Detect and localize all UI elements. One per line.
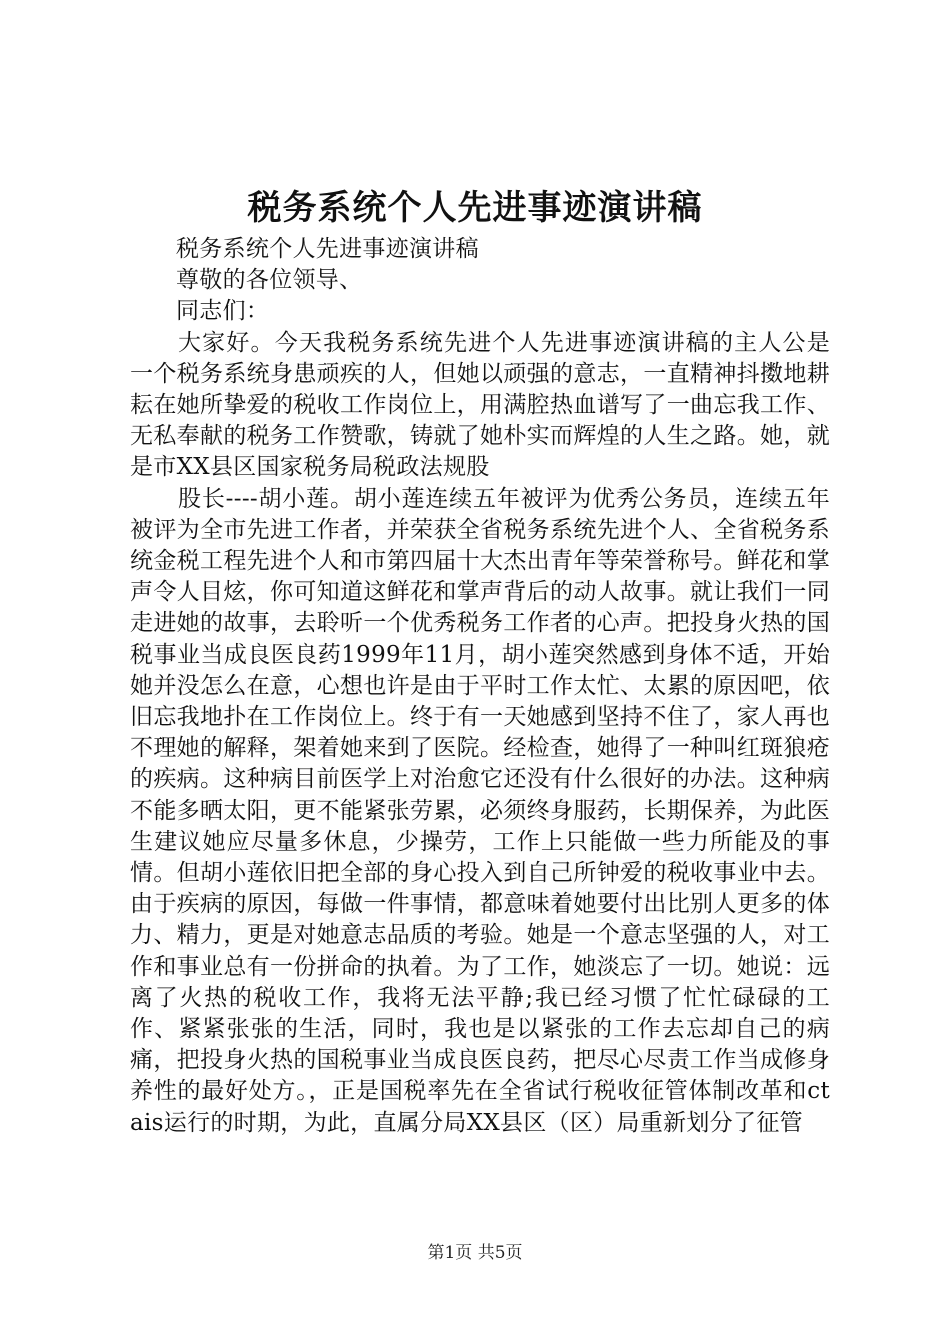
document-body — [130, 234, 830, 1139]
page-number-footer: 第1页 共5页 — [427, 1243, 523, 1263]
body-heading-line: 税务系统个人先进事迹演讲稿 — [176, 236, 479, 262]
body-paragraph: 股长----胡小莲。胡小莲连续五年被评为优秀公务员，连续五年被评为全市先进工作者，并荣获全省税务系统先进个人、全省税务系统金税工程先进个人和市第四届十大杰出青年等荣誉称号。鲜花和掌声令人目炫，你可知道这鲜花和掌声背后的动人故事。就让我们一同走进她的故事，去聆听一个优秀税务工作者的心声。把投身火热的国税事业当成良医良药1999年11月，胡小莲突然感到身体不适，开始她并没怎么在意，心想也许是由于平时工作太忙、太累的原因吧，依旧忘我地扑在工作岗位上。终于有一天她感到坚持不住了，家人再也不理她的解释，架着她来到了医院。经检查，她得了一种叫红斑狼疮的疾病。这种病目前医学上对治愈它还没有什么很好的办法。这种病不能多晒太阳，更不能紧张劳累，必须终身服药，长期保养，为此医生建议她应尽量多休息，少操劳，工作上只能做一些力所能及的事情。但胡小莲依旧把全部的身心投入到自己所钟爱的税收事业中去。由于疾病的原因，每做一件事情，都意味着她要付出比别人更多的体力、精力，更是对她意志品质的考验。她是一个意志坚强的人，对工作和事业总有一份拼命的执着。为了工作，她淡忘了一切。她说：远离了火热的税收工作，我将无法平静;我已经习惯了忙忙碌碌的工作、紧紧张张的生活，同时，我也是以紧张的工作去忘却自己的病痛，把投身火热的国税事业当成良医良药，把尽心尽责工作当成修身养性的最好处方。，正是国税率先在全省试行税收征管体制改革和ctais运行的时期，为此，直属分局XX县区（区）局重新划分了征管 — [130, 485, 830, 1136]
body-paragraph: 大家好。今天我税务系统先进个人先进事迹演讲稿的主人公是一个税务系统身患顽疾的人，但她以顽强的意志，一直精神抖擞地耕耘在她所挚爱的税收工作岗位上，用满腔热血谱写了一曲忘我工作、无私奉献的税务工作赞歌，铸就了她朴实而辉煌的人生之路。她，就是市XX县区国家税务局税政法规股 — [130, 329, 830, 481]
salutation-line: 同志们： — [176, 298, 270, 325]
document-title: 税务系统个人先进事迹演讲稿 — [247, 188, 703, 228]
salutation-line: 尊敬的各位领导、 — [176, 267, 363, 294]
